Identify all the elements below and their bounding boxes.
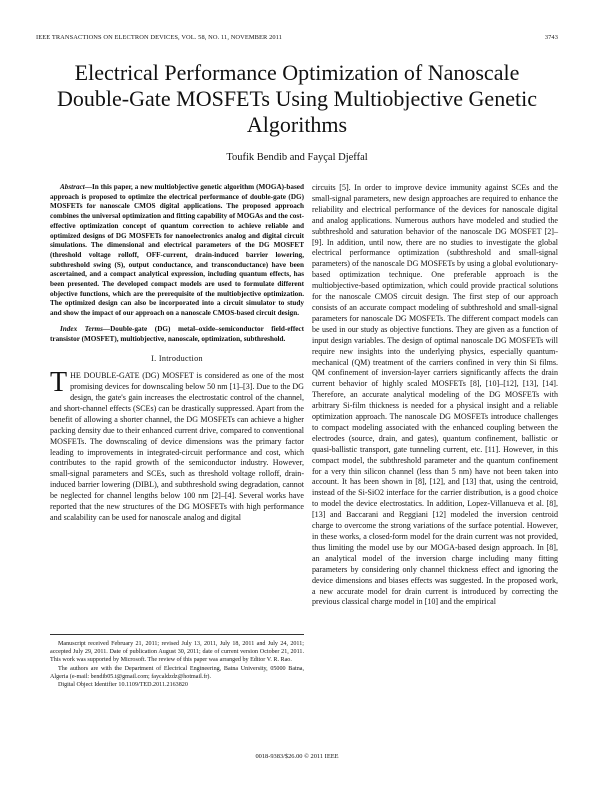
footnotes — [50, 640, 304, 689]
paper-title: Electrical Performance Optimization of Nanoscale Double-Gate MOSFETs Using Multiobjective Genetic Algorithms — [57, 60, 537, 137]
intro-text: HE DOUBLE-GATE (DG) MOSFET is considered as one of the most promising devices for downscaling below 50 nm [1]–[3]. Due to the DG design, the gate's gain increases the electrostatic control of the channel, and short-channel effects (SCEs) can be drastically suppressed. Apart from the benefit of allowing a shorter channel, the DG MOSFETs can achieve a higher packing density due to their enhanced current drive, compared to conventional MOSFETs. The downscaling of device dimensions was the primary factor leading to improvements in integrated-circuit performance and cost, which contributes to the rapid growth of the semiconductor industry. However, small-signal parameters and SCEs, such as threshold voltage rolloff, drain-induced barrier lowering (DIBL), and subthreshold swing degradation, cannot be neglected for channel lengths below 100 nm [2]–[4]. Several works have reported that the new structures of the DG MOSFETs with high performance and scalability can be used for nanoscale analog and digital — [50, 371, 304, 522]
abstract — [50, 183, 304, 319]
intro-paragraph — [50, 367, 304, 524]
section-heading: I. Introduction — [151, 354, 203, 364]
footnote-rule — [50, 634, 304, 635]
footnote-doi: Digital Object Identifier 10.1109/TED.2011.2163820 — [58, 682, 188, 689]
footnote-affiliation: The authors are with the Department of Electrical Engineering, Batna University, 05000 Batna, Algeria (e-mail: bendib05.t@gmail.com; faycaldzdz@hotmail.fr). — [50, 665, 304, 680]
footnote-manuscript: Manuscript received February 21, 2011; revised July 13, 2011, July 18, 2011 and July 24, 2011; accepted July 29, 2011. Date of publication August 30, 2011; date of current version October 21, 2011. This work was supported by Microsoft. The review of this paper was arranged by Editor V. R. Rao. — [50, 641, 304, 664]
right-column-text: circuits [5]. In order to improve device immunity against SCEs and the small-signal parameters, new design approaches are required to enhance the reliability and electrical performance of the devices for nanoscale digital and analog applications. Numerous authors have modeled and studied the subthreshold and saturation behavior of the nanoscale DG MOSFET [2]–[9]. In addition, until now, there are no studies to investigate the global electrical performance optimization (subthreshold and small-signal parameters) of the nanoscale DG MOSFETs by using a global evolutionary-based optimization technique. One preferable approach is the multiobjective-based optimization, which could provide practical solutions for the nanoscale CMOS circuit design. The first step of our approach consists of an accurate compact modeling of subthreshold and small-signal parameters for nanoscale DG MOSFETs. The different compact models can be used in our study as objective functions. They are given as a function of input design variables. The design of optimal nanoscale DG MOSFETs will require new insights into the underlying physics, especially quantum-mechanical (QM) treatment of the carriers confined in very thin Si films. QM confinement of inversion-layer carriers significantly affects the drain current behavior of highly scaled MOSFETs [8], [10]–[12], [13], [14]. Therefore, an accurate analytical modeling of the DG MOSFETs with arbitrary Si-film thickness is needed for a physical insight and a reliable optimization approach. The nanoscale DG MOSFETs introduce challenges to compact modeling associated with the enhanced coupling between the electrodes (source, drain, and gates), quantum confinement, ballistic or quasi-ballistic transport, gate tunneling current, etc. [11]. However, in this compact model, the subthreshold parameter and the quantum confinement for a very thin silicon channel (less than 5 nm) have not been taken into account. It has been shown in [8], [12], and [13] that, using the centroid, instead of the Si-SiO2 interface for the carrier distribution, is a good choice to model the device electrostatics. In addition, Lopez-Villanueva et al. [8], [13] and Baccarani and Reggiani [12] modeled the inversion centroid charge to overcome the strong variations of the surface potential. However, in these works, a closed-form model for the drain current was not provided, thus limiting the model use by our MOGA-based design approach. In [8], an analytical model of the inversion charge including many fitting parameters by considering only channel thickness effect and ignoring the device dimensions and biases effects was suggested. In the proposed work, a new accurate model for drain current is introduced by correcting the previous classical charge model in [10] and the empirical — [312, 183, 558, 607]
copyright-footer: 0018-9383/$26.00 © 2011 IEEE — [255, 753, 339, 760]
abstract-text: —In this paper, a new multiobjective genetic algorithm (MOGA)-based approach is proposed to optimize the electrical performance of double-gate (DG) MOSFETs for nanoscale CMOS digital applications. The proposed approach combines the universal optimization and fitting capability of MOGAs and the cost-effective optimization concept of quantum correction to achieve reliable and optimized designs of DG MOSFETs for nanoelectronics analog and digital circuit simulations. The dimensional and electrical parameters of the DG MOSFET (threshold voltage rolloff, OFF-current, drain-induced barrier lowering, subthreshold swing (S), output conductance, and transconductance) have been ascertained, and a compact analytical expression, including quantum effects, has been presented. The developed compact models are used to formulate different objective functions, which are the prerequisite of the multiobjective optimization. The optimized design can also be incorporated into a circuit simulator to study and show the impact of our approach on a nanoscale CMOS-based circuit design. — [50, 183, 304, 318]
running-header — [36, 34, 558, 41]
drop-cap: T — [50, 367, 68, 399]
page-number: 3743 — [544, 34, 558, 41]
abstract-label: Abstract — [60, 183, 85, 191]
journal-name: IEEE TRANSACTIONS ON ELECTRON DEVICES, VOL. 58, NO. 11, NOVEMBER 2011 — [36, 34, 283, 41]
left-column — [50, 183, 304, 524]
author-line: Toufik Bendib and Fayçal Djeffal — [226, 152, 368, 163]
index-terms-label: Index Terms — [60, 324, 103, 333]
right-column — [312, 183, 558, 608]
index-terms-text: —Double-gate (DG) metal–oxide–semiconductor field-effect transistor (MOSFET), multiobjective, nanoscale, optimization, subthreshold. — [50, 324, 305, 343]
index-terms — [50, 325, 304, 344]
